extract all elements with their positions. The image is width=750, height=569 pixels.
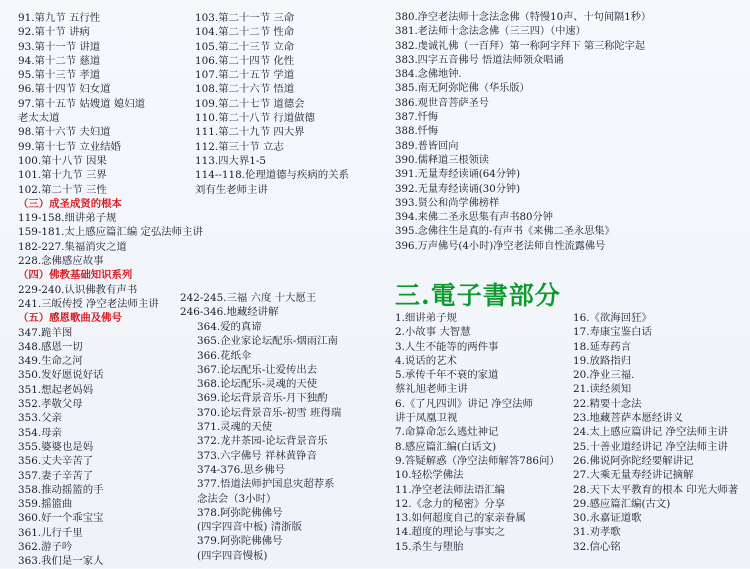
list-item: 350.发好愿说好话 (18, 369, 104, 382)
list-item: 18.延寿药言 (573, 340, 632, 353)
list-item: 93.第十一节 讲道 (18, 40, 101, 53)
list-item: 358.推动摇篮的手 (18, 483, 104, 496)
list-item: 28.天下太平教育的根本 印光大师著 (573, 483, 739, 496)
list-item: 241.三皈传授 净空老法师主讲 (18, 297, 159, 310)
list-item: 2.小故事 大智慧 (395, 326, 471, 339)
list-item: 386.观世音菩萨圣号 (395, 97, 489, 109)
list-item: 17.寿康宝鉴白话 (573, 326, 652, 339)
list-item: 22.精要十念法 (573, 397, 642, 410)
list-item: 395.念佛往生是真的-有声书《来佛二圣永思集》 (395, 226, 615, 238)
list-item: 12.《念力的秘密》分享 (395, 497, 506, 510)
list-item: 392.无量寿经读诵(30分钟) (395, 183, 521, 195)
list-item: 362.游子吟 (18, 540, 73, 553)
list-item: 361.儿行千里 (18, 526, 83, 539)
list-item: 95.第十三节 孝道 (18, 69, 101, 82)
list-item: 110.第二十八节 行道做德 (195, 112, 315, 125)
list-item: 32.信心铭 (573, 540, 621, 553)
list-item: 25.十善业道经讲记 净空法师主讲 (573, 440, 728, 453)
section-title-ebooks: 三.電子書部分 (395, 281, 561, 310)
list-item: 384.念佛地钟. (395, 69, 462, 81)
list-item: 111.第二十九节 四大界 (195, 126, 305, 139)
list-item: 373.六字佛号 祥林黄铮音 (197, 449, 317, 462)
section-heading: （三）成圣成贤的根本 (18, 197, 122, 210)
list-item: 10.轻松学佛法 (395, 469, 464, 482)
list-item: 98.第十六节 夫妇道 (18, 126, 111, 139)
section-heading: （五）感恩歌曲及佛号 (18, 312, 122, 325)
list-item: 363.我们是一家人 (18, 555, 104, 568)
list-item: 16.《欲海回狂》 (573, 312, 652, 324)
list-item: 老太太道 (18, 112, 60, 125)
list-item: 102.第二十节 三性 (18, 183, 107, 196)
column-a (18, 11, 203, 569)
list-item: 369.论坛背景音乐-月下独酌 (197, 392, 328, 405)
list-item: 352.孝敬父母 (18, 398, 83, 411)
list-item: 109.第二十七节 道德会 (195, 97, 305, 110)
list-item: 359.摇篮曲 (18, 498, 73, 511)
list-item: 21.读经须知 (573, 383, 632, 396)
list-item: 379.阿弥陀佛佛号 (197, 535, 283, 548)
list-item: 356.丈夫辛苦了 (18, 455, 94, 468)
list-item: 389.普皆回向 (395, 140, 459, 152)
list-item: 29.感应篇汇编(古文) (573, 497, 671, 510)
list-item: 94.第十二节 慈道 (18, 54, 101, 67)
column-d (180, 291, 316, 320)
list-item: 106.第二十四节 化性 (195, 54, 295, 67)
list-item: 393.贤公和尚学佛榜样 (395, 197, 500, 209)
list-item: 378.阿弥陀佛佛号 (197, 506, 283, 519)
list-item: 246-346.地藏经讲解 (180, 306, 279, 319)
list-item: 370.论坛背景音乐-初雪 班得瑞 (197, 406, 342, 419)
list-item: 30.永嘉证道歌 (573, 512, 642, 525)
list-item: 31.劝孝歌 (573, 526, 621, 539)
list-item: 11.净空老法师法语汇编 (395, 483, 506, 496)
list-item: 229-240.认识佛教有声书 (18, 283, 138, 296)
list-item: 113.四大界1-5 (195, 154, 267, 167)
list-item: 367.论坛配乐-让爱传出去 (197, 363, 318, 376)
list-item: 364.爱的真谛 (197, 321, 262, 333)
list-item: 366.花纸伞 (197, 349, 252, 362)
column-g (573, 311, 738, 554)
list-item: 388.忏悔 (395, 126, 439, 138)
list-item: 228.念佛感应故事 (18, 255, 104, 268)
list-item: 92.第十节 讲病 (18, 26, 90, 39)
list-item: 97.第十五节 姑嫂道 媳妇道 (18, 97, 146, 110)
list-item: 24.太上感应篇讲记 净空法师主讲 (573, 426, 728, 439)
list-item: 385.南无阿弥陀佛（华乐版） (395, 83, 530, 95)
list-item: 354.母亲 (18, 426, 62, 439)
list-item: 105.第二十三节 立命 (195, 40, 295, 53)
column-c (395, 11, 651, 254)
section-heading: （四）佛教基础知识系列 (18, 269, 133, 282)
list-item: 蔡礼旭老师主讲 (395, 383, 468, 396)
list-item: 353.父亲 (18, 412, 62, 425)
list-item: 6.《了凡四训》讲记 净空法师 (395, 397, 533, 410)
list-item: (四字四音慢板) (197, 549, 268, 562)
list-item: 27.大乘无量寿经讲记摘解 (573, 469, 694, 482)
list-item: 112.第三十节 立志 (195, 140, 284, 153)
column-b (195, 11, 349, 197)
list-item: 26.佛说阿弥陀经要解讲记 (573, 454, 694, 467)
list-item: 1.细讲弟子规 (395, 312, 457, 324)
list-item: 371.灵魂的天使 (197, 421, 273, 434)
list-item: 99.第十七节 立业结婚 (18, 140, 121, 153)
list-item: 103.第二十一节 三命 (195, 12, 295, 24)
list-item: 242-245.三福 六度 十大愿王 (180, 292, 317, 304)
list-item: 107.第二十五节 学道 (195, 69, 295, 82)
list-item: 382.虔诚礼佛（一百拜）第一称阿字拜下 第三称陀字起 (395, 40, 646, 52)
list-item: 100.第十八节 因果 (18, 154, 107, 167)
list-item: 396.万声佛号(4小时)净空老法师自性流露佛号 (395, 240, 606, 252)
list-item: 101.第十九节 三界 (18, 169, 107, 182)
list-item: 372.龙井茶园-论坛背景音乐 (197, 435, 328, 448)
list-item: 13.如何超度自己的家亲眷属 (395, 512, 526, 525)
list-item: 104.第二十二节 性命 (195, 26, 295, 39)
list-item: 391.无量寿经读诵(64分钟) (395, 169, 521, 181)
list-item: 368.论坛配乐-灵魂的天使 (197, 378, 318, 391)
list-item: 387.忏悔 (395, 112, 439, 124)
list-item: 348.感恩一切 (18, 340, 83, 353)
list-item: 96.第十四节 妇女道 (18, 83, 111, 96)
column-f (395, 311, 560, 554)
list-item: 349.生命之河 (18, 355, 83, 368)
list-item: 365.企业家论坛配乐-烟雨江南 (197, 335, 338, 348)
list-item: 9.答疑解惑（净空法师解答786问） (395, 454, 560, 467)
list-item: 381.老法师十念法念佛（三三四）（中速） (395, 26, 586, 38)
list-item: 360.好一个乖宝宝 (18, 512, 104, 525)
list-item: 23.地藏菩萨本愿经讲义 (573, 412, 684, 425)
list-item: 182-227.集福消灾之道 (18, 240, 127, 253)
list-item: 14.超度的理论与事实之 (395, 526, 506, 539)
list-item: 4.说话的艺术 (395, 354, 457, 367)
list-item: 念法会（3小时） (197, 492, 277, 505)
list-item: 刘有生老师主讲 (195, 183, 268, 196)
list-item: 394.来佛二圣永思集有声书80分钟 (395, 212, 553, 224)
list-item: 20.净业三福. (573, 369, 635, 382)
list-item: 377.悟道法师护国息灾超荐系 (197, 478, 335, 491)
list-item: 357.妻子辛苦了 (18, 469, 94, 482)
list-item: 15.杀生与堕胎 (395, 540, 464, 553)
list-item: 355.婆婆也是妈 (18, 440, 94, 453)
list-item: 119-158.细讲弟子规 (18, 212, 117, 225)
list-item: 91.第九节 五行性 (18, 12, 101, 24)
column-e (197, 320, 341, 563)
list-item: 7.命算命怎么逃灶神记 (395, 426, 499, 439)
list-item: 108.第二十六节 悟道 (195, 83, 295, 96)
list-item: 351.想起老妈妈 (18, 383, 94, 396)
list-item: 159-181.太上感应篇汇编 定弘法师主讲 (18, 226, 203, 239)
list-item: 390.儒释道三根领读 (395, 154, 489, 166)
list-item: 114--118.伦理道德与疾病的关系 (195, 169, 349, 182)
list-item: 347.跪羊图 (18, 326, 73, 339)
list-item: 380.净空老法师十念法念佛（特慢10声、十句间隔1秒） (395, 12, 652, 23)
list-item: 3.人生不能等的两件事 (395, 340, 499, 353)
list-item: 讲于凤凰卫视 (395, 412, 458, 425)
list-item: 5.承传千年不衰的家道 (395, 369, 499, 382)
list-item: 19.放路指归 (573, 354, 632, 367)
list-item: (四字四音中板) 清浙版 (197, 521, 302, 534)
list-item: 8.感应篇汇编(白话文) (395, 440, 497, 453)
list-item: 374-376.思乡佛号 (197, 463, 286, 476)
list-item: 383.四字五音佛号 悟道法师领众唱诵 (395, 54, 564, 66)
